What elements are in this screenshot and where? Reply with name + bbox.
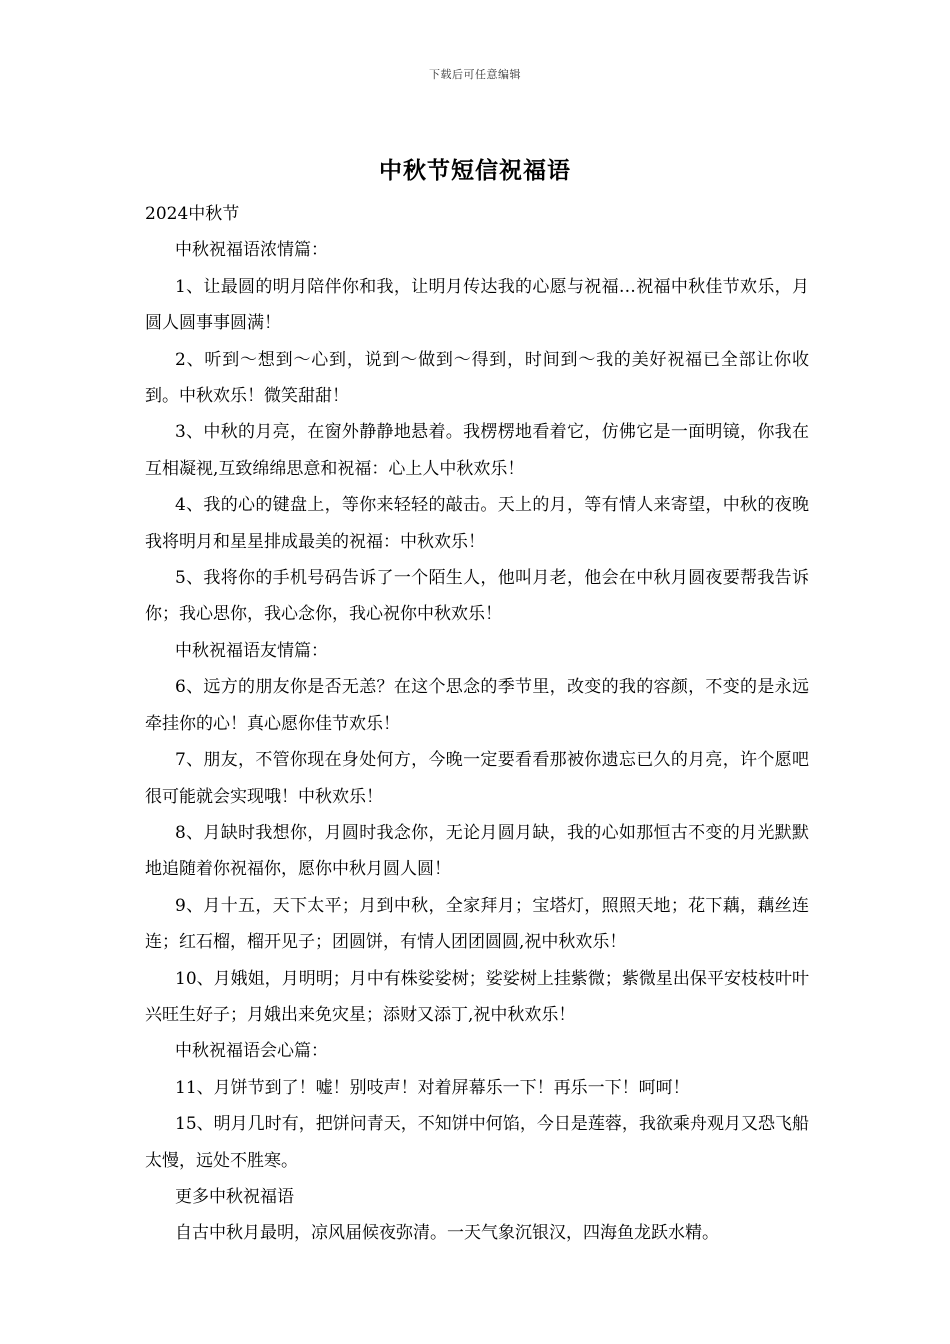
section-heading-more: 更多中秋祝福语 xyxy=(175,1186,294,1207)
paragraph-8: 8、月缺时我想你，月圆时我念你，无论月圆月缺，我的心如那恒古不变的月光默默地追随着你祝福你，愿你中秋月圆人圆！ xyxy=(145,822,809,880)
document-body xyxy=(145,196,809,1252)
paragraph-4: 4、我的心的键盘上，等你来轻轻的敲击。天上的月，等有情人来寄望，中秋的夜晚我将明月和星星排成最美的祝福：中秋欢乐！ xyxy=(145,495,809,552)
paragraph-year: 2024中秋节 xyxy=(145,204,240,224)
paragraph-9: 9、月十五，天下太平；月到中秋，全家拜月；宝塔灯，照照天地；花下藕，藕丝连连；红石榴，榴开见子；团圆饼，有情人团团圆圆,祝中秋欢乐！ xyxy=(145,895,809,953)
section-heading-friendship: 中秋祝福语友情篇： xyxy=(175,640,328,661)
paragraph-1: 1、让最圆的明月陪伴你和我，让明月传达我的心愿与祝福…祝福中秋佳节欢乐，月圆人圆事事圆满！ xyxy=(145,276,809,334)
section-heading-love: 中秋祝福语浓情篇： xyxy=(175,240,328,261)
paragraph-2: 2、听到～想到～心到，说到～做到～得到，时间到～我的美好祝福已全部让你收到。中秋欢乐！微笑甜甜！ xyxy=(145,349,809,407)
paragraph-6: 6、远方的朋友你是否无恙？在这个思念的季节里，改变的我的容颜，不变的是永远牵挂你的心！真心愿你佳节欢乐！ xyxy=(145,677,809,734)
header-note: 下载后可任意编辑 xyxy=(429,68,521,81)
paragraph-5: 5、我将你的手机号码告诉了一个陌生人，他叫月老，他会在中秋月圆夜要帮我告诉你；我心思你，我心念你，我心祝你中秋欢乐！ xyxy=(145,568,809,625)
page-title: 中秋节短信祝福语 xyxy=(379,157,571,184)
paragraph-poem: 自古中秋月最明，凉风届候夜弥清。一天气象沉银汉，四海鱼龙跃水精。 xyxy=(175,1223,719,1244)
paragraph-3: 3、中秋的月亮，在窗外静静地悬着。我楞楞地看着它，仿佛它是一面明镜，你我在互相凝视,互致绵绵思意和祝福：心上人中秋欢乐！ xyxy=(145,422,809,479)
section-heading-heart: 中秋祝福语会心篇： xyxy=(175,1041,328,1062)
paragraph-15: 15、明月几时有，把饼问青天，不知饼中何馅，今日是莲蓉，我欲乘舟观月又恐飞船太慢，远处不胜寒。 xyxy=(145,1114,809,1171)
paragraph-7: 7、朋友，不管你现在身处何方，今晚一定要看看那被你遗忘已久的月亮，许个愿吧很可能就会实现哦！中秋欢乐！ xyxy=(145,750,809,807)
paragraph-10: 10、月娥姐，月明明；月中有株娑娑树；娑娑树上挂紫微；紫微星出保平安枝枝叶叶兴旺生好子；月娥出来免灾星；添财又添丁,祝中秋欢乐！ xyxy=(145,968,809,1025)
paragraph-11: 11、月饼节到了！嘘！别吱声！对着屏幕乐一下！再乐一下！呵呵！ xyxy=(175,1077,690,1098)
